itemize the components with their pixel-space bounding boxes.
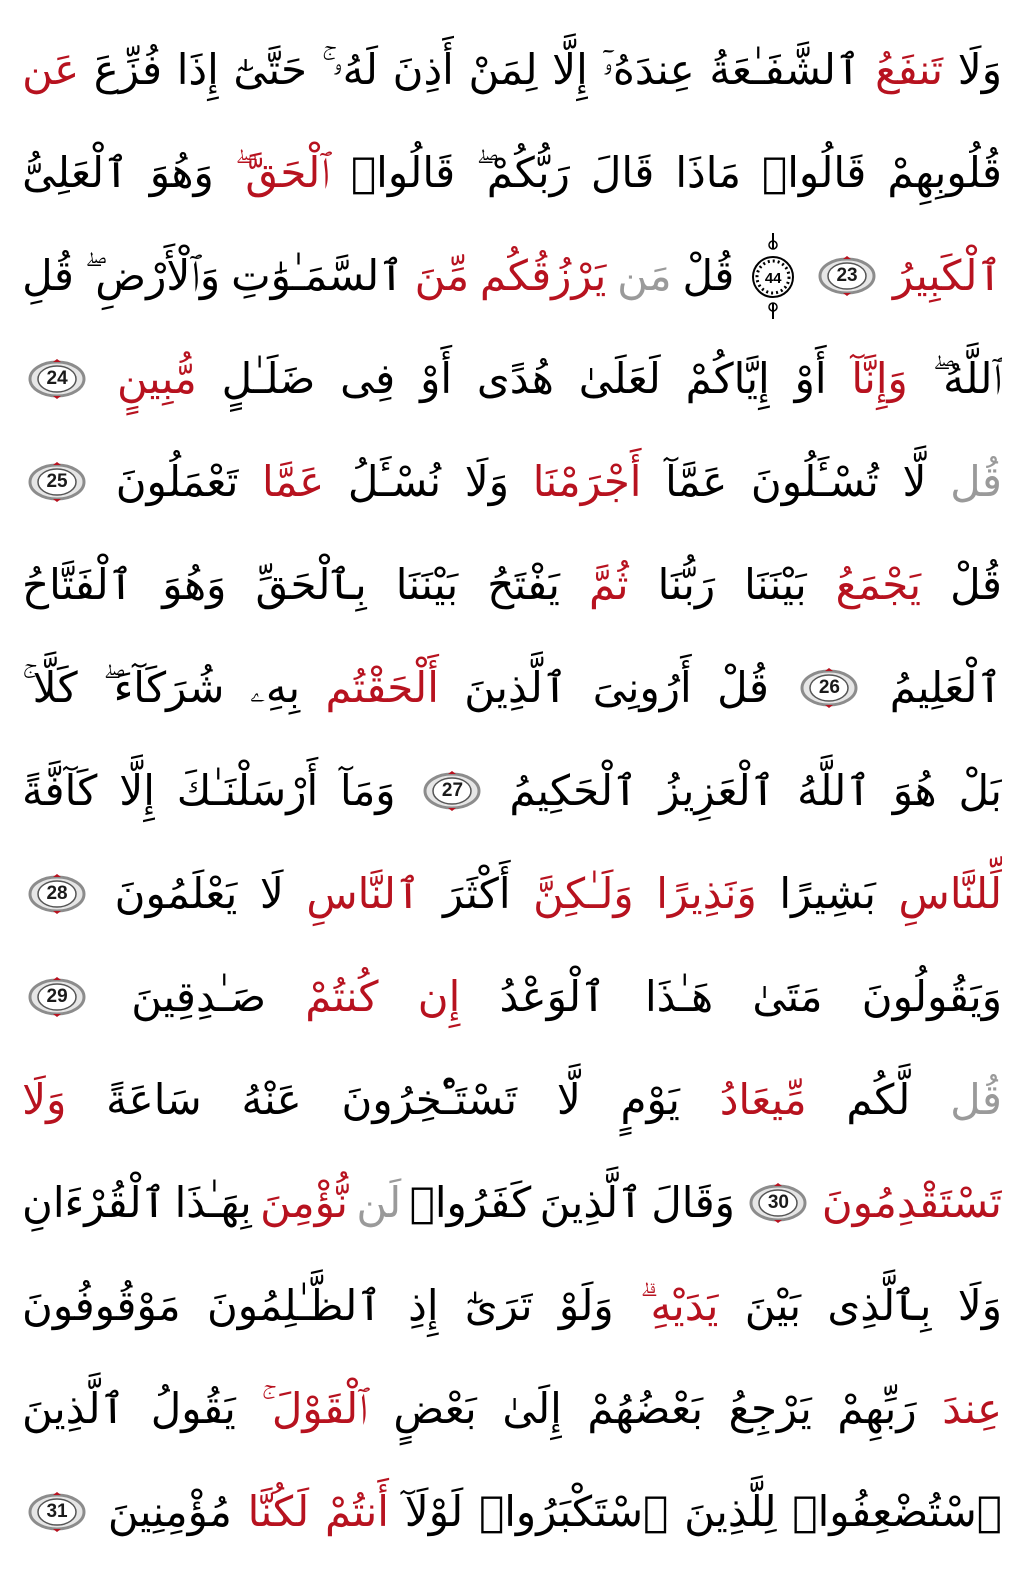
quran-word: رَبُّكُمْ ۖ (476, 147, 570, 197)
quran-word: وَمَآ (340, 765, 396, 815)
quran-word: مَوْقُوفُونَ (22, 1280, 181, 1330)
quran-word: هُدًى (476, 353, 554, 403)
quran-word: يَفْتَحُ (487, 559, 560, 609)
quran-word: ٱللَّهُ (797, 765, 871, 815)
quran-word: لَكُنَّا (247, 1486, 310, 1536)
quran-word: بِهَـٰذَا (174, 1177, 252, 1227)
quran-word: تَرَىٰٓ (464, 1280, 533, 1330)
quran-word: لَّكُم (846, 1074, 911, 1124)
quran-word: مَاذَا (675, 147, 741, 197)
quran-word: وَلَـٰكِنَّ (533, 868, 634, 918)
quran-word: قَالُوا۟ (350, 147, 456, 197)
quran-word: بَلْ (958, 765, 1002, 815)
text-line-15 (22, 1460, 1002, 1563)
quran-word: مُّبِينٍ (116, 353, 197, 403)
quran-word: يَرْجِعُ (728, 1383, 812, 1433)
ayah-end-marker-icon (423, 771, 481, 811)
quran-word: مِّنَ (414, 250, 470, 300)
quran-word: كَآفَّةً (22, 765, 98, 815)
text-line-9 (22, 842, 1002, 945)
quran-word: ٱلْقَوْلَ ۚ (261, 1383, 368, 1433)
quran-word: وَلَا (22, 1074, 67, 1124)
quran-word: كُنتُمْ (305, 971, 379, 1021)
quran-word: أَجْرَمْنَا (532, 456, 642, 506)
ayah-number: 28 (46, 882, 68, 904)
quran-word: عَمَّآ (665, 456, 728, 506)
quran-word: فِى (340, 353, 396, 403)
quran-word: ٱلْكَبِيرُ (892, 250, 1002, 300)
quran-word: ضَلَـٰلٍ (221, 353, 316, 403)
quran-word: وَقَالَ (651, 1177, 735, 1227)
text-line-2 (22, 121, 1002, 224)
text-line-1 (22, 18, 1002, 121)
ayah-end-marker-icon (28, 359, 86, 399)
quran-word: رَبُّنَا (657, 559, 716, 609)
quran-word: يَجْمَعُ (835, 559, 922, 609)
quran-word: إِذِ (408, 1280, 439, 1330)
quran-word: وَلَوْ (558, 1280, 614, 1330)
ayah-end-marker-icon (28, 1492, 86, 1532)
quran-word: بَيْنَ (744, 1280, 802, 1330)
quran-word: قُلِ (22, 250, 74, 300)
quran-word: يَقُولُ (150, 1383, 236, 1433)
quran-word: هَـٰذَا (644, 971, 714, 1021)
quran-word: نُّؤْمِنَ (260, 1177, 348, 1227)
quran-word: تَسْتَقْدِمُونَ (821, 1177, 1002, 1227)
quran-word: عَن (22, 44, 80, 94)
quran-word: عَمَّا (262, 456, 325, 506)
quran-word: تَنفَعُ (875, 44, 944, 94)
hizb-number: 44 (764, 270, 782, 287)
quran-word: ٱللَّهُ ۖ (932, 353, 1002, 403)
quran-word: ٱلشَّفَـٰعَةُ (709, 44, 861, 94)
quran-word: تُسْـَٔلُونَ (750, 456, 879, 506)
text-line-7 (22, 636, 1002, 739)
quran-word: سَاعَةً (106, 1074, 202, 1124)
quran-word: ثُمَّ (588, 559, 629, 609)
ayah-number: 24 (46, 367, 68, 389)
quran-word: ٱلْعَزِيزُ (659, 765, 776, 815)
quran-word: قُل (950, 1074, 1002, 1124)
quran-word: كَلَّا ۚ (22, 662, 78, 712)
quran-word: شُرَكَآءَ ۖ (103, 662, 225, 712)
ayah-number: 23 (836, 264, 858, 286)
text-line-3 (22, 224, 1002, 327)
quran-word: لِلَّذِينَ (684, 1486, 777, 1536)
quran-word: أَرْسَلْنَـٰكَ (176, 765, 319, 815)
quran-word: بِهِۦ (249, 662, 301, 712)
text-line-5 (22, 430, 1002, 533)
quran-word: لَّا (556, 1074, 581, 1124)
quran-word: لَن (356, 1177, 402, 1227)
ayah-number: 27 (441, 779, 464, 801)
quran-word: بَيْنَنَا (744, 559, 807, 609)
ayah-number: 25 (46, 470, 68, 492)
quran-word: يَوْمٍ (620, 1074, 680, 1124)
quran-word: هُوَ (892, 765, 937, 815)
quran-word: مَتَىٰ (752, 971, 823, 1021)
ayah-end-marker-icon (28, 462, 86, 502)
quran-word: قُل (950, 456, 1002, 506)
quran-word: لِمَنْ (468, 44, 538, 94)
text-line-4 (22, 327, 1002, 430)
text-line-8 (22, 739, 1002, 842)
text-line-13 (22, 1254, 1002, 1357)
ayah-end-marker-icon (749, 1183, 807, 1223)
quran-word: إِن (417, 971, 461, 1021)
ayah-end-marker-icon (818, 256, 876, 296)
quran-word: أَوْ (794, 353, 827, 403)
quran-word: أَذِنَ (392, 44, 454, 94)
quran-word: ٱلَّذِينَ (464, 662, 568, 712)
ayah-number: 31 (46, 1500, 68, 1522)
quran-word: لَهُۥ ۚ (321, 44, 378, 94)
quran-word: أَلْحَقْتُم (325, 662, 439, 712)
quran-word: رَبِّهِمْ (837, 1383, 917, 1433)
quran-word: مِّيعَادُ (719, 1074, 807, 1124)
quran-word: عَنْهُ (241, 1074, 302, 1124)
quran-word: وَلَا (957, 44, 1002, 94)
quran-word: وَهُوَ (162, 559, 227, 609)
quran-word: وَيَقُولُونَ (861, 971, 1002, 1021)
quran-word: قَالُوا۟ (762, 147, 867, 197)
quran-word: ٱلسَّمَـٰوَٰتِ (231, 250, 404, 300)
quran-word: أَكْثَرَ (443, 868, 511, 918)
quran-word: عِندَهُۥٓ (602, 44, 695, 94)
quran-word: ٱلَّذِينَ (22, 1383, 126, 1433)
text-line-6 (22, 533, 1002, 636)
ayah-end-marker-icon (28, 874, 86, 914)
quran-word: بَعْضُهُمْ (587, 1383, 704, 1433)
quran-word: أَوْ (420, 353, 453, 403)
text-line-10 (22, 945, 1002, 1048)
quran-word: لَوْلَآ (404, 1486, 464, 1536)
quran-word: يَرْزُقُكُم (479, 250, 607, 300)
quran-word: مَن (617, 250, 672, 300)
quran-word: تَعْمَلُونَ (115, 456, 239, 506)
quran-word: ٱسْتُضْعِفُوا۟ (792, 1486, 1002, 1536)
quran-word: ٱلْوَعْدُ (499, 971, 606, 1021)
quran-word: قَالَ (590, 147, 655, 197)
quran-word: وَلَا (464, 456, 510, 506)
quran-word: وَٱلْأَرْضِ ۖ (84, 250, 221, 300)
quran-word: إِلَىٰ (502, 1383, 562, 1433)
quran-word: ٱلْعَلِيمُ (889, 662, 1002, 712)
quran-word: وَهُوَ (149, 147, 214, 197)
quran-word: قُلُوبِهِمْ (887, 147, 1002, 197)
quran-word: قُلْ (950, 559, 1002, 609)
quran-word: لِّلنَّاسِ (898, 868, 1002, 918)
quran-word: إِيَّاكُمْ (685, 353, 770, 403)
quran-word: مُؤْمِنِينَ (107, 1486, 232, 1536)
quran-word: لَّا (902, 456, 927, 506)
text-line-12 (22, 1151, 1002, 1254)
quran-word: عِندَ (942, 1383, 1002, 1433)
text-line-11 (22, 1048, 1002, 1151)
quran-word: بَيْنَنَا (395, 559, 459, 609)
quran-word: ٱلظَّـٰلِمُونَ (206, 1280, 382, 1330)
quran-word: نُسْـَٔلُ (347, 456, 442, 506)
quran-word: وَإِنَّآ (851, 353, 908, 403)
quran-word: حَتَّىٰٓ (233, 44, 308, 94)
ayah-number: 26 (818, 676, 840, 698)
text-line-14 (22, 1357, 1002, 1460)
ayah-end-marker-icon (28, 977, 86, 1017)
quran-word: أَرُونِىَ (592, 662, 692, 712)
quran-word: قُلْ (682, 250, 735, 300)
quran-word: بَعْضٍ (393, 1383, 477, 1433)
quran-word: ٱلْحَكِيمُ (509, 765, 638, 815)
quran-word: أَنتُمْ (324, 1486, 389, 1536)
quran-word: ٱلَّذِينَ (539, 1177, 643, 1227)
quran-word: كَفَرُوا۟ (409, 1177, 532, 1227)
quran-word: تَسْتَـْٔخِرُونَ (341, 1074, 518, 1124)
quran-word: ٱسْتَكْبَرُوا۟ (479, 1486, 669, 1536)
hizb-rub-ornament-icon (751, 231, 795, 321)
ayah-number: 29 (46, 985, 68, 1007)
quran-word: بِٱلْحَقِّ (255, 559, 367, 609)
quran-word: فُزِّعَ (93, 44, 163, 94)
quran-word: إِلَّا (552, 44, 588, 94)
quran-word: ٱلْحَقَّ ۖ (234, 147, 330, 197)
quran-word: يَعْلَمُونَ (114, 868, 238, 918)
quran-word: بَشِيرًا (779, 868, 876, 918)
quran-word: وَنَذِيرًا (656, 868, 757, 918)
quran-word: صَـٰدِقِينَ (131, 971, 267, 1021)
quran-word: ٱلْفَتَّاحُ (22, 559, 134, 609)
quran-word: إِذَا (176, 44, 219, 94)
quran-word: يَدَيْهِ ۗ (640, 1280, 719, 1330)
quran-word: بِٱلَّذِى (827, 1280, 932, 1330)
ayah-number: 30 (767, 1191, 789, 1213)
quran-word: لَا (259, 868, 284, 918)
ayah-end-marker-icon (800, 668, 858, 708)
quran-word: ٱلْقُرْءَانِ (22, 1177, 167, 1227)
quran-word: قُلْ (717, 662, 770, 712)
quran-word: ٱلْعَلِىُّ (22, 147, 129, 197)
quran-word: ٱلنَّاسِ (306, 868, 421, 918)
quran-word: إِلَّا (119, 765, 155, 815)
quran-word: لَعَلَىٰ (578, 353, 661, 403)
quran-word: وَلَا (957, 1280, 1002, 1330)
